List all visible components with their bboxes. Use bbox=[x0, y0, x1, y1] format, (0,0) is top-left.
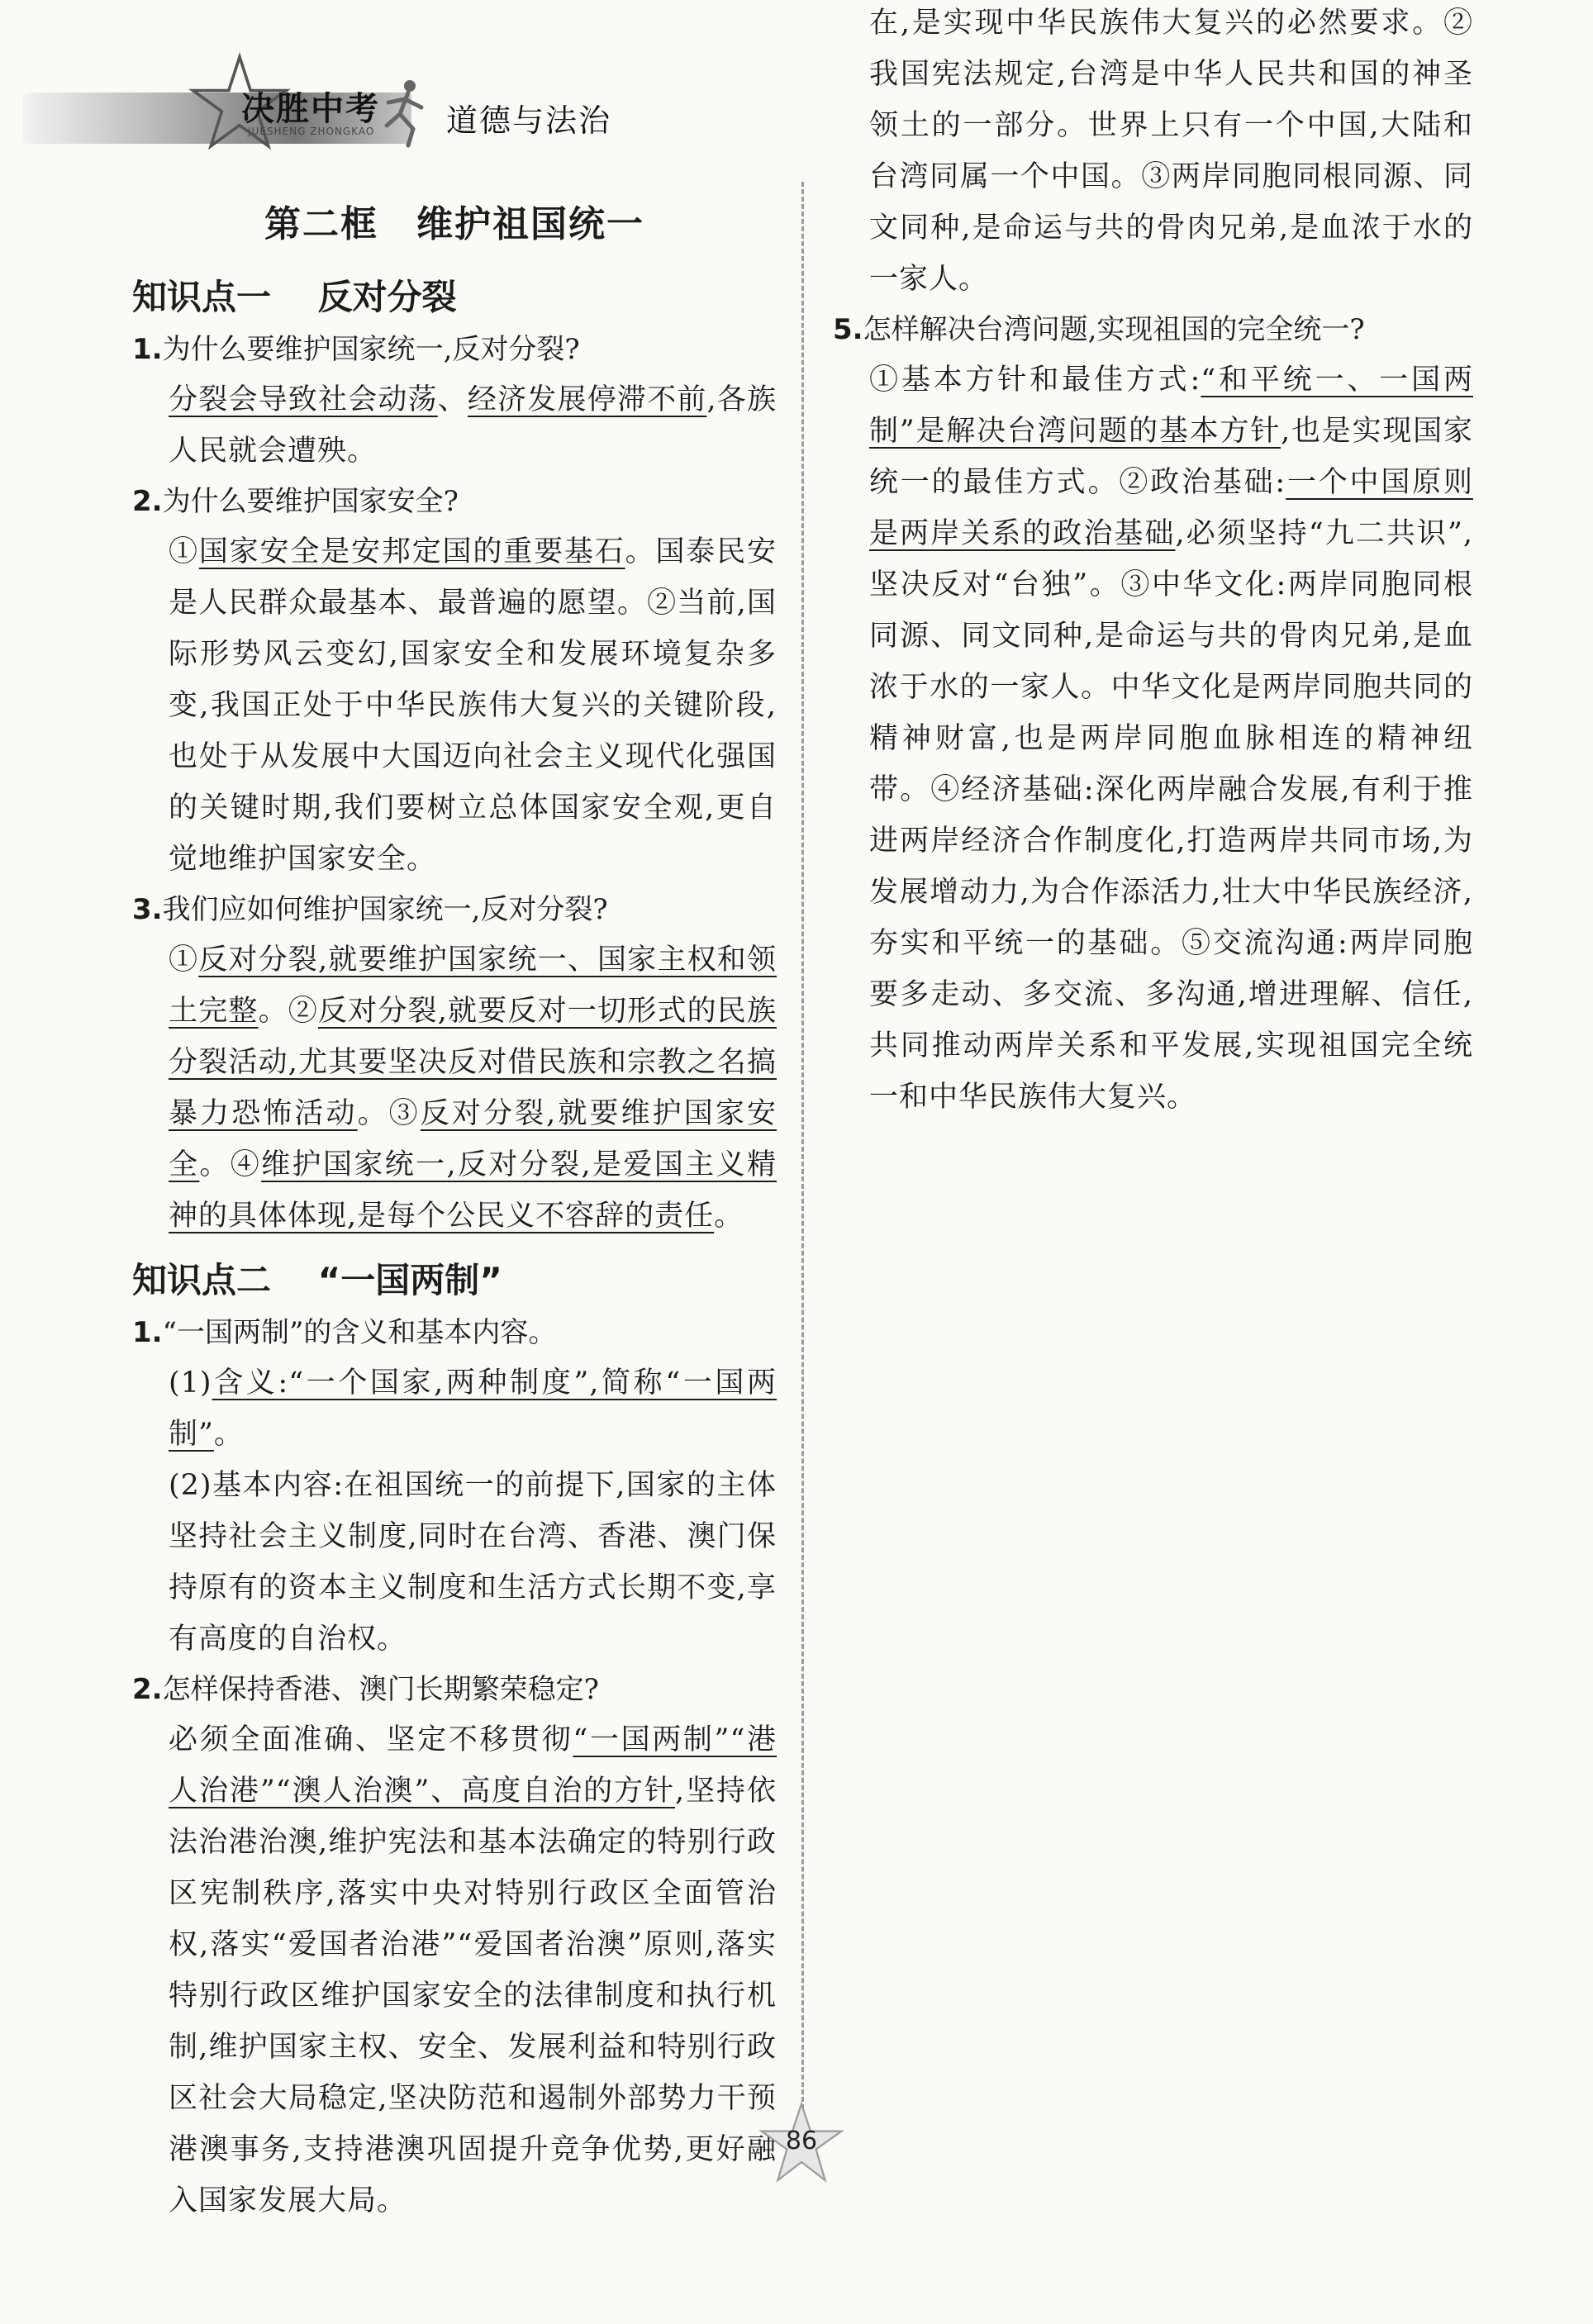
question-text: 怎样保持香港、澳门长期繁荣稳定? bbox=[162, 1673, 599, 1706]
section-title-1: 知识点一 反对分裂 bbox=[132, 277, 457, 317]
answer-text: ,也是实现国家统一的最佳方式。②政治基础: bbox=[869, 415, 1473, 499]
answer-text: 。 bbox=[213, 1418, 244, 1451]
question-number: 2. bbox=[132, 1673, 163, 1706]
right-column bbox=[833, 7, 1473, 1123]
answer-2-4: 在,是实现中华民族伟大复兴的必然要求。②我国宪法规定,台湾是中华人民共和国的神圣领土的一部分。世界上只有一个中国,大陆和台湾同属一个中国。③两岸同胞同根同源、同文同种,是命运与共的骨肉兄弟,是血浓于水的一家人。 bbox=[869, 7, 1473, 296]
key-point: “一国两制”“港人治港”“澳人治澳”、高度自治的方针 bbox=[169, 1723, 777, 1808]
question-1-3 bbox=[132, 885, 777, 934]
key-point: “和平统一、一国两制”是解决台湾问题的基本方针 bbox=[869, 364, 1473, 448]
answer-text: ,坚持依法治港治澳,维护宪法和基本法确定的特别行政区宪制秩序,落实中央对特别行政区全面管治权,落实“爱国者治港”“爱国者治澳”原则,落实特别行政区维护国家安全的法律制度和执行机制,维护国家主权、安全、发展利益和特别行政区社会大局稳定,坚决防范和遏制外部势力干预港澳事务,支持港澳巩固提升竞争优势,更好融入国家发展大局。 bbox=[169, 1775, 777, 2217]
answer-1-3 bbox=[132, 934, 777, 1242]
column-divider bbox=[801, 182, 804, 2132]
question-text: 为什么要维护国家安全? bbox=[162, 485, 459, 518]
answer-1-1 bbox=[132, 374, 777, 477]
key-point: 一个中国原则是两岸关系的政治基础 bbox=[869, 466, 1473, 550]
answer-text: 必须全面准确、坚定不移贯彻 bbox=[169, 1723, 573, 1756]
question-1-2 bbox=[132, 477, 777, 526]
question-number: 1. bbox=[132, 1316, 163, 1349]
question-text: 我们应如何维护国家统一,反对分裂? bbox=[162, 893, 608, 926]
key-point: 反对分裂,就要维护国家安全 bbox=[169, 1097, 777, 1181]
key-point: 经济发展停滞不前 bbox=[467, 383, 707, 416]
answer-text: ,各族人民就会遭殃。 bbox=[169, 383, 777, 468]
key-point: 分裂会导致社会动荡 bbox=[169, 383, 438, 416]
answer-text: 。 bbox=[714, 1200, 744, 1233]
question-2-2 bbox=[132, 1665, 777, 1714]
question-2-1 bbox=[132, 1308, 777, 1357]
key-point: 国家安全是安邦定国的重要基石 bbox=[198, 535, 625, 568]
question-number: 5. bbox=[833, 313, 863, 346]
answer-text: 、 bbox=[437, 383, 468, 416]
question-number: 3. bbox=[132, 893, 163, 926]
question-number: 1. bbox=[132, 333, 163, 366]
answer-text: 。③ bbox=[357, 1097, 421, 1130]
subject-title: 道德与法治 bbox=[446, 102, 612, 139]
brand-title: 决胜中考 bbox=[241, 90, 380, 128]
answer-text: 。④ bbox=[199, 1148, 262, 1181]
answer-text: 。② bbox=[258, 995, 318, 1028]
answer-text: ① bbox=[169, 943, 199, 977]
question-text: “一国两制”的含义和基本内容。 bbox=[162, 1316, 557, 1349]
answer-text: ①基本方针和最佳方式: bbox=[869, 364, 1201, 397]
question-text: 怎样解决台湾问题,实现祖国的完全统一? bbox=[863, 313, 1365, 346]
answer-text: ① bbox=[169, 535, 199, 568]
question-1-1 bbox=[132, 325, 777, 374]
answer-2-2-part1 bbox=[132, 1714, 777, 2217]
answer-paragraph bbox=[169, 1357, 777, 1460]
answer-text: (1) bbox=[169, 1366, 212, 1400]
answer-2-1 bbox=[132, 1357, 777, 1665]
page-number: 86 bbox=[785, 2127, 818, 2155]
key-point: 反对分裂,就要维护国家统一、国家主权和领土完整 bbox=[169, 943, 777, 1028]
brand-subtitle: JUESHENG ZHONGKAO bbox=[248, 126, 375, 137]
runner-figure-icon bbox=[370, 74, 436, 149]
key-point: 反对分裂,就要反对一切形式的民族分裂活动,尤其要坚决反对借民族和宗教之名搞暴力恐怖活动 bbox=[169, 995, 777, 1130]
page-number-badge bbox=[756, 2098, 847, 2189]
key-point: 维护国家统一,反对分裂,是爱国主义精神的具体体现,是每个公民义不容辞的责任 bbox=[169, 1148, 777, 1233]
answer-text: ,必须坚持“九二共识”,坚决反对“台独”。③中华文化:两岸同胞同根同源、同文同种,是命运与共的骨肉兄弟,是血浓于水的一家人。中华文化是两岸同胞共同的精神财富,也是两岸同胞血脉相连的精神纽带。④经济基础:深化两岸融合发展,有利于推进两岸经济合作制度化,打造两岸共同市场,为发展增动力,为合作添活力,壮大中华民族经济,夯实和平统一的基础。⑤交流沟通:两岸同胞要多走动、多交流、多沟通,增进理解、信任,共同推动两岸关系和平发展,实现祖国完全统一和中华民族伟大复兴。 bbox=[869, 517, 1473, 1114]
question-number: 2. bbox=[132, 485, 163, 518]
left-column bbox=[132, 169, 777, 2217]
answer-1-2 bbox=[132, 526, 777, 885]
answer-text: 。国泰民安是人民群众最基本、最普遍的愿望。②当前,国际形势风云变幻,国家安全和发展环境复杂多变,我国正处于中华民族伟大复兴的关键阶段,也处于从发展中大国迈向社会主义现代化强国的关键时期,我们要树立总体国家安全观,更自觉地维护国家安全。 bbox=[169, 535, 777, 876]
section-title-2: 知识点二 “一国两制” bbox=[132, 1260, 502, 1300]
frame-title: 第二框 维护祖国统一 bbox=[264, 203, 644, 245]
question-text: 为什么要维护国家统一,反对分裂? bbox=[162, 333, 580, 366]
key-point: 含义:“一个国家,两种制度”,简称“一国两制” bbox=[169, 1366, 777, 1451]
answer-2-5 bbox=[833, 354, 1473, 1123]
question-2-5 bbox=[833, 305, 1473, 354]
answer-paragraph: (2)基本内容:在祖国统一的前提下,国家的主体坚持社会主义制度,同时在台湾、香港、澳门保持原有的资本主义制度和生活方式长期不变,享有高度的自治权。 bbox=[169, 1469, 777, 1656]
